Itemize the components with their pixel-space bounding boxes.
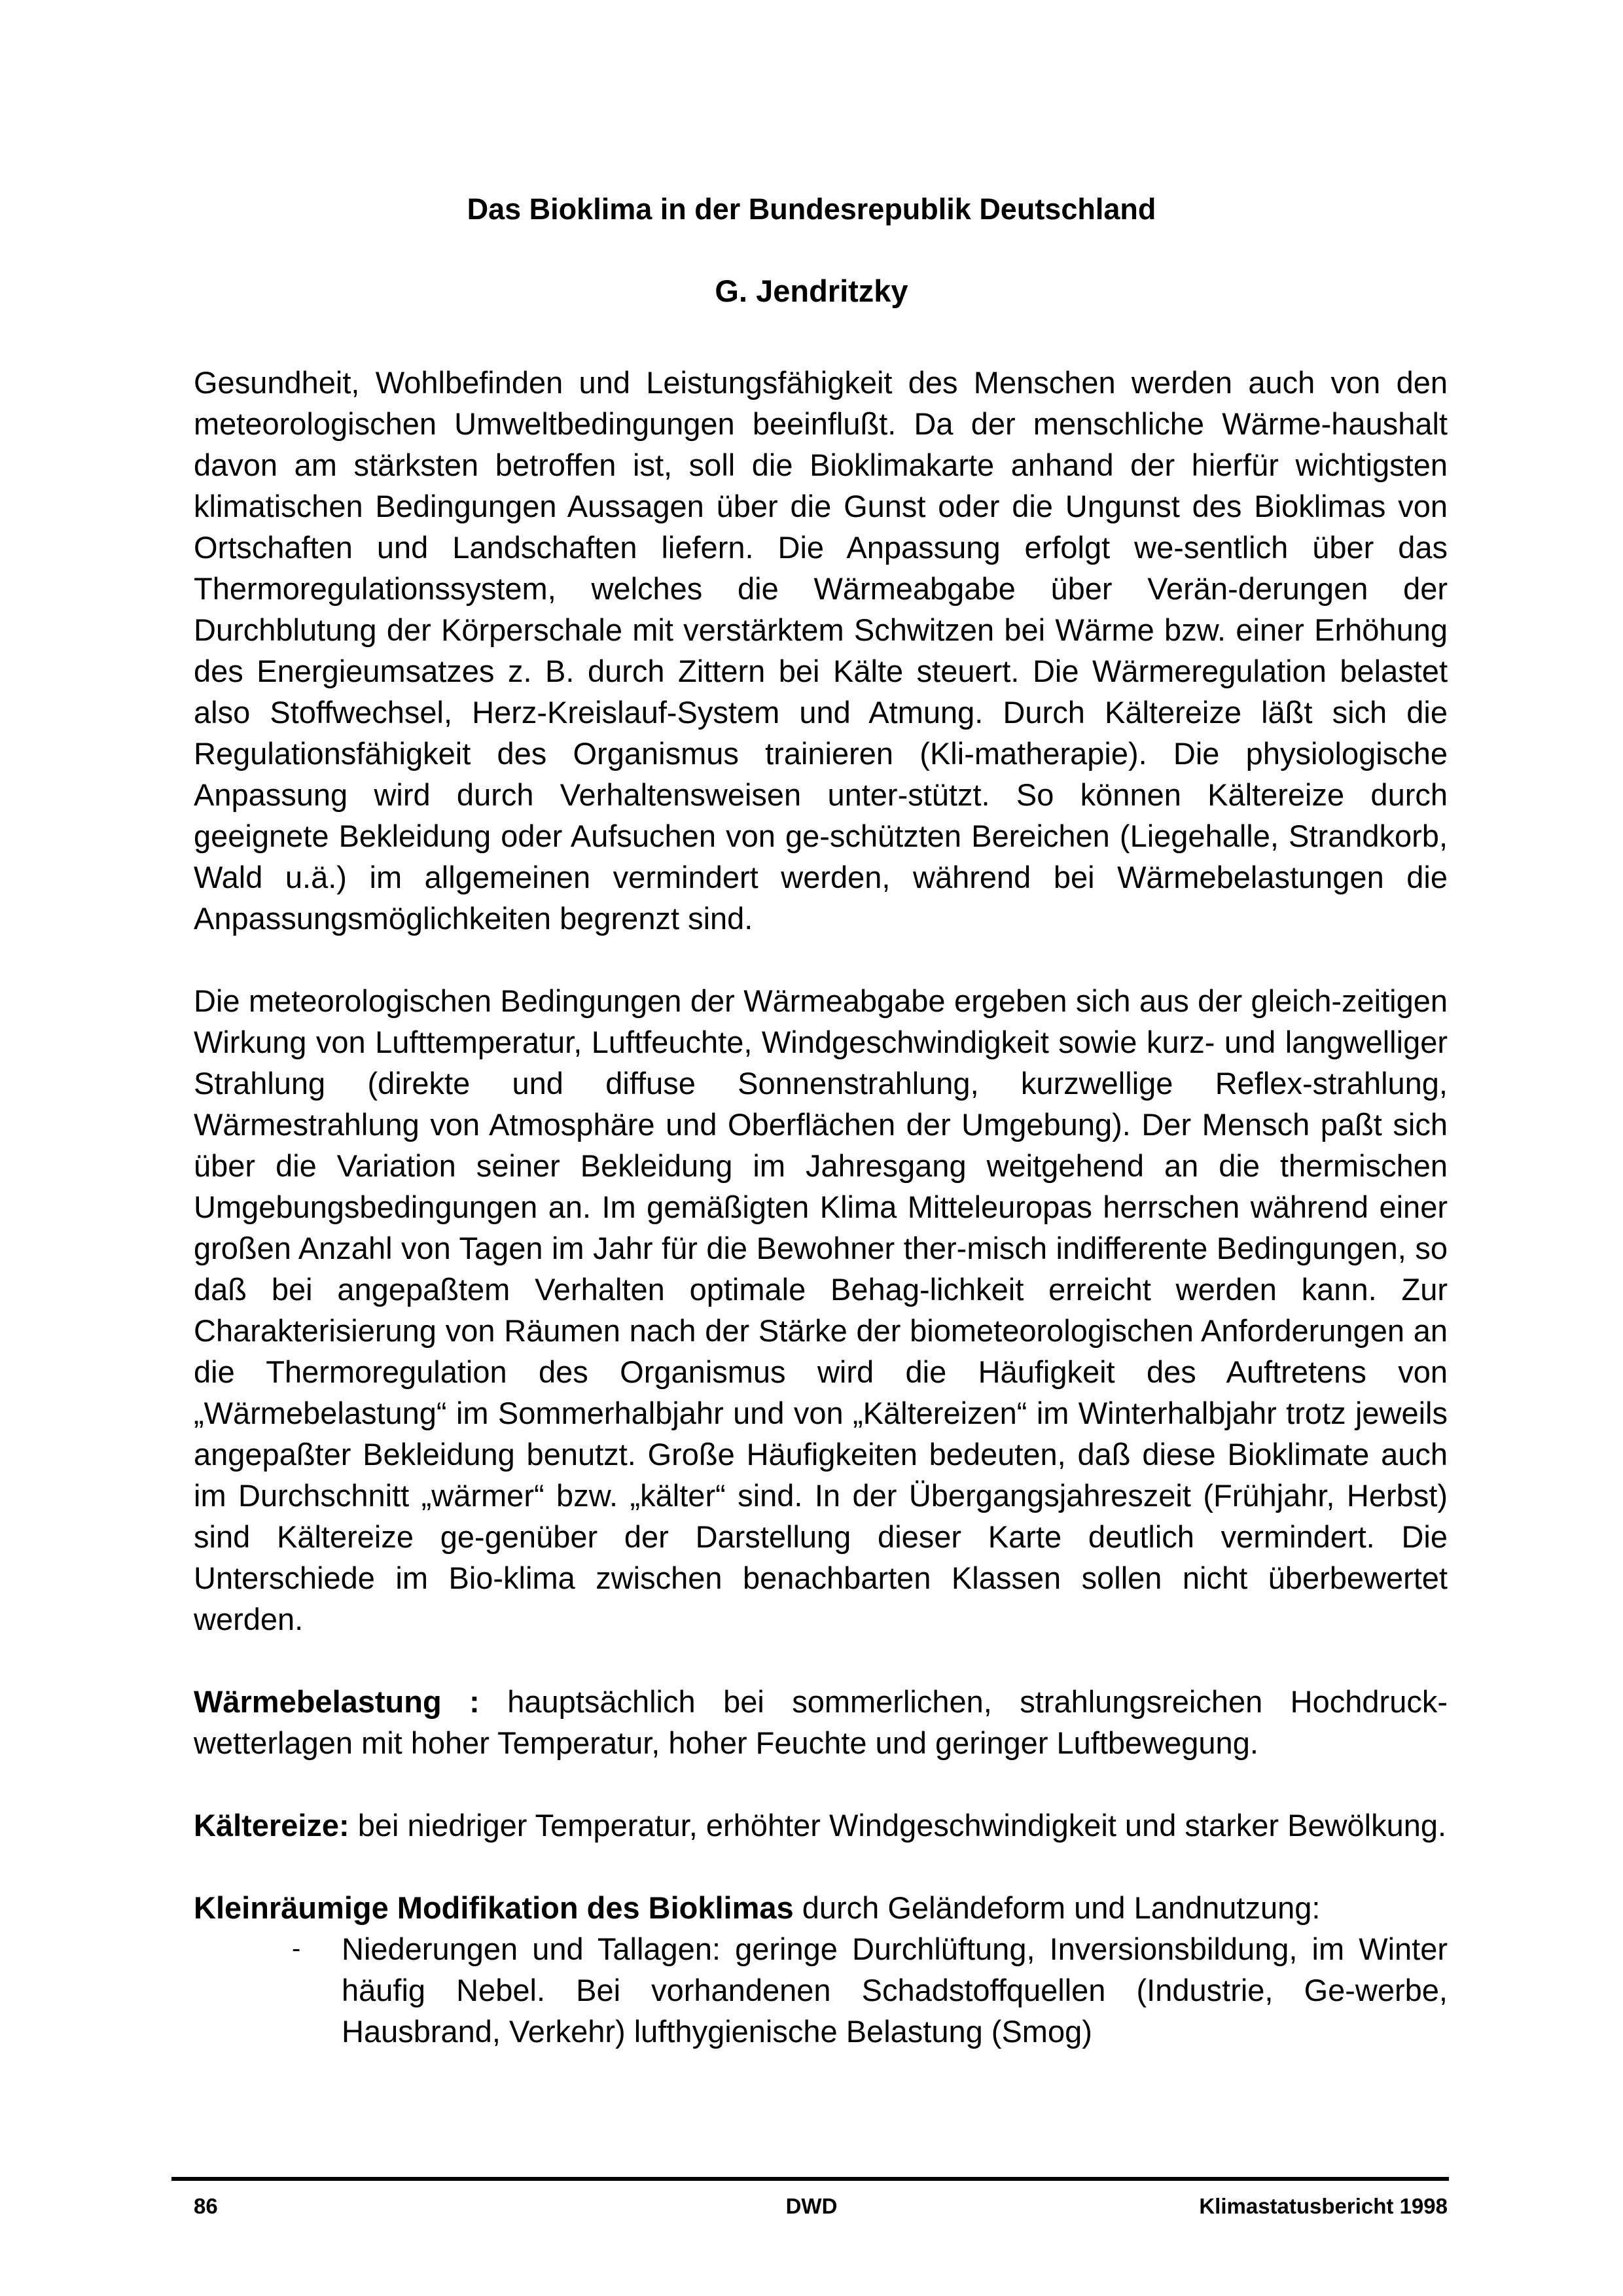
- footer-publisher: DWD: [785, 2194, 838, 2218]
- definition-text: hauptsächlich bei sommerlichen, strahlungsreichen Hochdruck-wetterlagen mit hoher Temperatur, hoher Feuchte und geringer Luftbewegung.: [194, 1684, 1448, 1760]
- page-number: 86: [194, 2194, 218, 2218]
- page-title: Das Bioklima in der Bundesrepublik Deutschland: [467, 192, 1156, 226]
- list-item-text: Niederungen und Tallagen: geringe Durchlüftung, Inversionsbildung, im Winter häufig Nebel. Bei vorhandenen Schadstoffquellen (Industrie, Ge-werbe, Hausbrand, Verkehr) lufthygienische Belastung (Smog): [342, 1932, 1448, 2049]
- modification-list: [194, 1928, 1448, 2052]
- author-name: G. Jendritzky: [715, 274, 908, 308]
- paragraph-2: Die meteorologischen Bedingungen der Wärmeabgabe ergeben sich aus der gleich-zeitigen Wirkung von Lufttemperatur, Luftfeuchte, Windgeschwindigkeit sowie kurz- und langwelliger Strahlung (direkte und diffuse Sonnenstrahlung, kurzwellige Reflex-strahlung, Wärmestrahlung von Atmosphäre und Oberflächen der Umgebung). Der Mensch paßt sich über die Variation seiner Bekleidung im Jahresgang weitgehend an die thermischen Umgebungsbedingungen an. Im gemäßigten Klima Mitteleuropas herrschen während einer großen Anzahl von Tagen im Jahr für die Bewohner ther-misch indifferente Bedingungen, so daß bei angepaßtem Verhalten optimale Behag-lichkeit erreicht werden kann. Zur Charakterisierung von Räumen nach der Stärke der biometeorologischen Anforderungen an die Thermoregulation des Organismus wird die Häufigkeit des Auftretens von „Wärmebelastung“ im Sommerhalbjahr und von „Kältereizen“ im Winterhalbjahr trotz jeweils angepaßter Bekleidung benutzt. Große Häufigkeiten bedeuten, daß diese Bioklimate auch im Durchschnitt „wärmer“ bzw. „kälter“ sind. In der Übergangsjahreszeit (Frühjahr, Herbst) sind Kältereize ge-genüber der Darstellung dieser Karte deutlich vermindert. Die Unterschiede im Bio-klima zwischen benachbarten Klassen sollen nicht überbewertet werden.: [194, 983, 1448, 1636]
- definition-term: Wärmebelastung :: [194, 1684, 480, 1719]
- list-item: [194, 1928, 1448, 2052]
- modification-term: Kleinräumige Modifikation des Bioklimas: [194, 1890, 794, 1925]
- definition-text: bei niedriger Temperatur, erhöhter Windgeschwindigkeit und starker Bewölkung.: [349, 1808, 1447, 1843]
- dash-bullet-icon: -: [292, 1934, 301, 1963]
- paragraph-1: Gesundheit, Wohlbefinden und Leistungsfähigkeit des Menschen werden auch von den meteorologischen Umweltbedingungen beeinflußt. Da der menschliche Wärme-haushalt davon am stärksten betroffen ist, soll die Bioklimakarte anhand der hierfür wichtigsten klimatischen Bedingungen Aussagen über die Gunst oder die Ungunst des Bioklimas von Ortschaften und Landschaften liefern. Die Anpassung erfolgt we-sentlich über das Thermoregulationssystem, welches die Wärmeabgabe über Verän-derungen der Durchblutung der Körperschale mit verstärktem Schwitzen bei Wärme bzw. einer Erhöhung des Energieumsatzes z. B. durch Zittern bei Kälte steuert. Die Wärmeregulation belastet also Stoffwechsel, Herz-Kreislauf-System und Atmung. Durch Kältereize läßt sich die Regulationsfähigkeit des Organismus trainieren (Kli-matherapie). Die physiologische Anpassung wird durch Verhaltensweisen unter-stützt. So können Kältereize durch geeignete Bekleidung oder Aufsuchen von ge-schützten Bereichen (Liegehalle, Strandkorb, Wald u.ä.) im allgemeinen vermindert werden, während bei Wärmebelastungen die Anpassungsmöglichkeiten begrenzt sind.: [194, 365, 1448, 936]
- modification-text: durch Geländeform und Landnutzung:: [793, 1890, 1321, 1925]
- definition-term: Kältereize:: [194, 1808, 349, 1843]
- footer-divider: [171, 2177, 1449, 2181]
- footer-report-title: Klimastatusbericht 1998: [1199, 2194, 1448, 2218]
- definition-kaeltereize: [194, 1805, 1448, 1846]
- definition-waermebelastung: [194, 1681, 1448, 1763]
- modification-heading: [194, 1887, 1448, 1928]
- body-content: [194, 362, 1448, 2052]
